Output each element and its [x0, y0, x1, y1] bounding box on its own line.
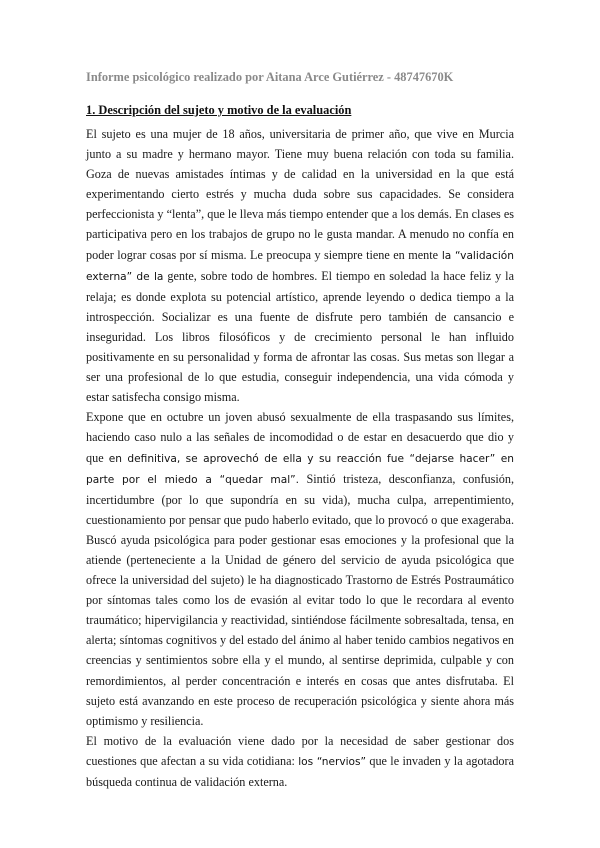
- paragraph-event-description: [86, 407, 514, 731]
- paragraph-text: gente, sobre todo de hombres. El tiempo en soledad la hace feliz y la relaja; es donde explota su potencial artístico, aprende leyendo o dedica tiempo a la introspección. Socializar es una fuente de disfrute pero también de cansancio e inseguridad. Los libros filosóficos y de crecimiento personal le han influido positivamente en su personalidad y forma de afrontar las cosas. Sus metas son llegar a ser una profesional de lo que estudia, conseguir independencia, una vida cómoda y estar satisfecha consigo misma.: [86, 268, 514, 405]
- paragraph-evaluation-reason: [86, 731, 514, 792]
- highlighted-phrase: los “nervios”: [298, 755, 367, 768]
- paragraph-text: que le invaden y la agotadora búsqueda continua de validación externa.: [86, 753, 514, 789]
- highlighted-phrase: la “validación externa” de la: [86, 249, 514, 283]
- paragraph-text: Sintió tristeza, desconfianza, confusión, incertidumbre (por lo que supondría en su vida), mucha culpa, arrepentimiento, cuestionamiento por pensar que pudo haberlo evitado, que lo provocó o que exageraba. Buscó ayuda psicológica para poder gestionar esas emociones y la profesional que la atiende (perteneciente a la Unidad de género del servicio de ayuda psicológica que ofrece la universidad del sujeto) le ha diagnosticado Trastorno de Estrés Postraumático por síntomas tales como los de evasión al evitar todo lo que le recordara al evento traumático; hipervigilancia y reactividad, sintiéndose fácilmente sobresaltada, tensa, en alerta; síntomas cognitivos y del estado del ánimo al haber tenido cambios negativos en creencias y sentimientos sobre ella y el mundo, al sentirse deprimida, culpable y con remordimientos, al perder concentración e interés en cosas que antes disfrutaba. El sujeto está avanzando en este proceso de recuperación psicológica y siente ahora más optimismo y resiliencia.: [86, 471, 514, 728]
- paragraph-text: El sujeto es una mujer de 18 años, universitaria de primer año, que vive en Murcia junto a su madre y hermano mayor. Tiene muy buena relación con toda su familia. Goza de nuevas amistades íntimas y de calidad en la universidad en la que está experimentando cierto estrés y mucha duda sobre sus capacidades. Se considera perfeccionista y “lenta”, que le lleva más tiempo entender que a los demás. En clases es participativa pero en los trabajos de grupo no le gusta mandar. A menudo no confía en poder lograr cosas por sí misma. Le preocupa y siempre tiene en mente: [86, 127, 514, 262]
- body-text: [86, 124, 514, 792]
- document-header: Informe psicológico realizado por Aitana Arce Gutiérrez - 48747670K: [86, 70, 454, 84]
- highlighted-phrase: en definitiva, se aprovechó de ella y su reacción fue “dejarse hacer” en parte por el miedo a “quedar mal”.: [86, 452, 514, 486]
- section-title: 1. Descripción del sujeto y motivo de la evaluación: [86, 103, 352, 117]
- paragraph-subject-description: [86, 124, 514, 407]
- paragraph-text: Expone que en octubre un joven abusó sexualmente de ella traspasando sus límites, haciendo caso nulo a las señales de incomodidad o de estar en desacuerdo que dio y que: [86, 410, 514, 465]
- paragraph-text: El motivo de la evaluación viene dado por la necesidad de saber gestionar dos cuestiones que afectan a su vida cotidiana:: [86, 733, 514, 768]
